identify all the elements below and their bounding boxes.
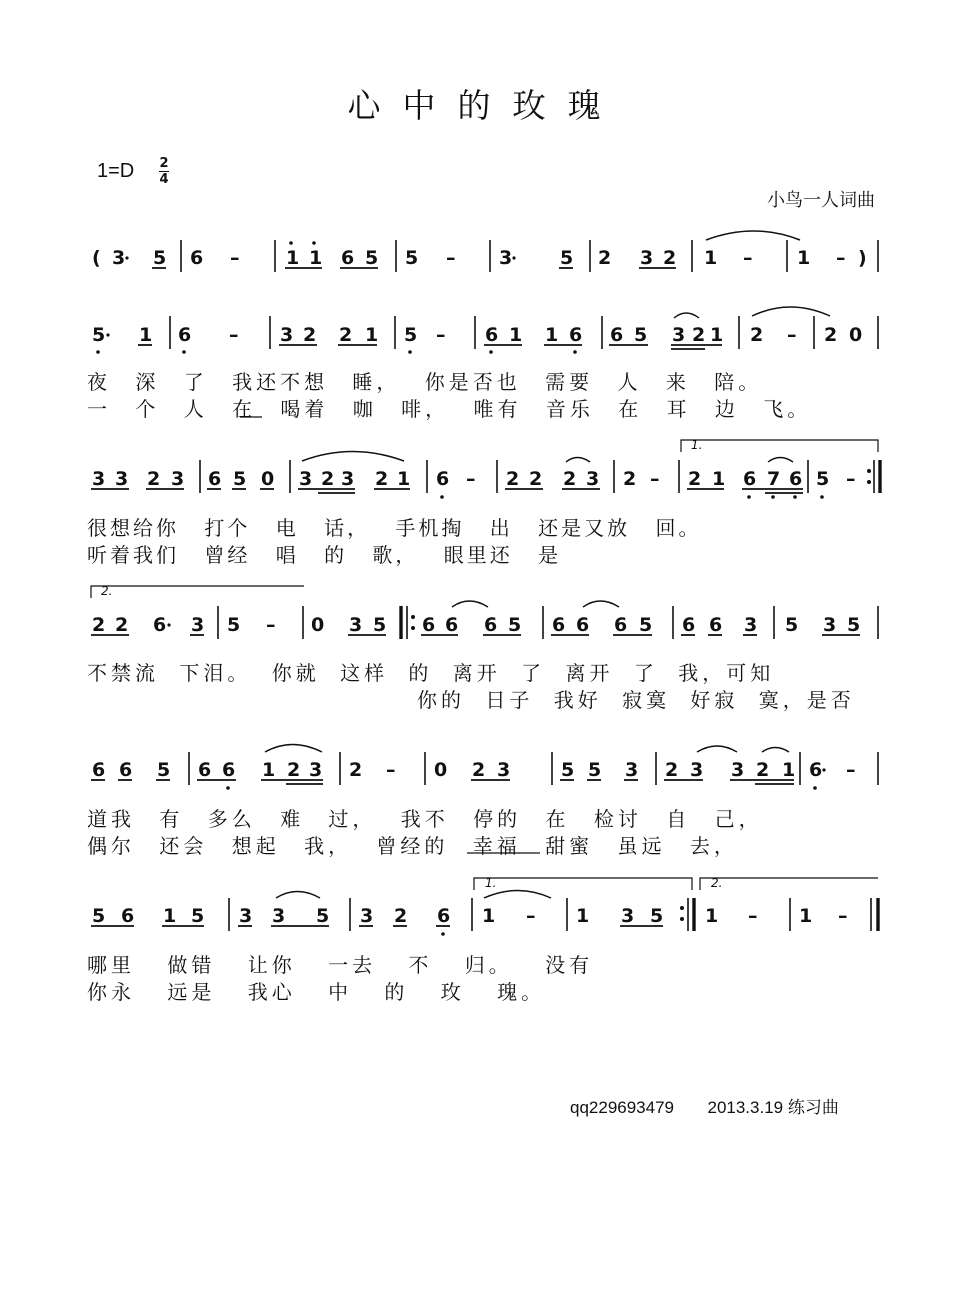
lyrics-row-3-verse-1: 很想给你 打个 电 话， 手机掏 出 还是又放 回。	[87, 516, 702, 540]
svg-text:2: 2	[287, 759, 301, 781]
svg-text:6: 6	[341, 247, 355, 269]
svg-text:5: 5	[847, 614, 861, 636]
svg-text:2: 2	[303, 324, 317, 346]
svg-text:–: –	[748, 905, 758, 927]
svg-text:3: 3	[640, 247, 654, 269]
svg-text:3: 3	[92, 468, 106, 490]
svg-text:3: 3	[690, 759, 704, 781]
svg-text:6: 6	[422, 614, 436, 636]
svg-text:2: 2	[115, 614, 129, 636]
svg-text:6: 6	[153, 614, 167, 636]
lyrics-row-5-verse-2: 偶尔 还会 想起 我， 曾经的 幸福 甜蜜 虽远 去，	[87, 834, 738, 858]
svg-text:2: 2	[563, 468, 577, 490]
lyrics-row-5-verse-1: 道我 有 多么 难 过， 我不 停的 在 检讨 自 己，	[87, 807, 763, 831]
svg-text:6: 6	[437, 905, 451, 927]
svg-text:–: –	[446, 247, 456, 269]
volta-1-label: 1.	[691, 438, 703, 452]
notation-row-4	[91, 584, 878, 639]
footer-qq: qq229693479	[570, 1098, 675, 1117]
svg-text:1: 1	[139, 324, 153, 346]
svg-text:6: 6	[789, 468, 803, 490]
svg-text:1: 1	[397, 468, 411, 490]
svg-text:(: (	[92, 247, 101, 269]
svg-text:3: 3	[299, 468, 313, 490]
svg-text:3: 3	[823, 614, 837, 636]
svg-text:0: 0	[311, 614, 325, 636]
svg-text:–: –	[436, 324, 446, 346]
svg-text:2: 2	[623, 468, 637, 490]
svg-text:3: 3	[586, 468, 600, 490]
svg-text:6: 6	[121, 905, 135, 927]
svg-text:5: 5	[650, 905, 664, 927]
svg-text:–: –	[846, 759, 856, 781]
svg-text:2: 2	[394, 905, 408, 927]
svg-text:–: –	[386, 759, 396, 781]
footer-date: 2013.3.19	[707, 1098, 784, 1117]
svg-text:1: 1	[799, 905, 813, 927]
svg-text:1: 1	[482, 905, 496, 927]
svg-text:–: –	[466, 468, 476, 490]
svg-text:2: 2	[147, 468, 161, 490]
svg-text:6: 6	[743, 468, 757, 490]
svg-text:1: 1	[163, 905, 177, 927]
svg-text:6: 6	[484, 614, 498, 636]
svg-text:3: 3	[239, 905, 253, 927]
svg-text:–: –	[526, 905, 536, 927]
svg-text:2: 2	[663, 247, 677, 269]
lyrics-row-2-verse-2: 一 个 人 在 喝着 咖 啡， 唯有 音乐 在 耳 边 飞。	[87, 397, 812, 421]
svg-text:–: –	[650, 468, 660, 490]
svg-text:5: 5	[153, 247, 167, 269]
svg-text:3: 3	[497, 759, 511, 781]
svg-text:3: 3	[731, 759, 745, 781]
svg-text:5: 5	[157, 759, 171, 781]
svg-text:1: 1	[262, 759, 276, 781]
svg-text:1: 1	[797, 247, 811, 269]
lyrics-row-6-verse-2: 你永 远是 我心 中 的 玫 瑰。	[87, 980, 546, 1004]
svg-text:–: –	[838, 905, 848, 927]
svg-text:6: 6	[614, 614, 628, 636]
svg-text:5: 5	[191, 905, 205, 927]
svg-text:1: 1	[309, 247, 323, 269]
svg-text:5: 5	[639, 614, 653, 636]
svg-text:1: 1	[545, 324, 559, 346]
svg-text:3: 3	[309, 759, 323, 781]
svg-text:1: 1	[576, 905, 590, 927]
svg-text:–: –	[230, 247, 240, 269]
lyrics-row-4-verse-1: 不禁流 下泪。 你就 这样 的 离开 了 离开 了 我，可知	[87, 661, 775, 685]
svg-text:3: 3	[272, 905, 286, 927]
svg-text:–: –	[846, 468, 856, 490]
volta-2-label-final: 2.	[711, 876, 723, 890]
svg-text:2: 2	[472, 759, 486, 781]
svg-text:2: 2	[506, 468, 520, 490]
lyrics-row-4-verse-2: 你的 日子 我好 寂寞 好寂 寞，是否	[417, 688, 855, 712]
svg-text:2: 2	[750, 324, 764, 346]
svg-text:5: 5	[92, 324, 106, 346]
volta-1-label-final: 1.	[485, 876, 497, 890]
svg-text:6: 6	[445, 614, 459, 636]
composer-credit: 小鸟一人词曲	[767, 190, 875, 211]
svg-text:2: 2	[339, 324, 353, 346]
svg-text:5: 5	[634, 324, 648, 346]
svg-text:1: 1	[710, 324, 724, 346]
svg-text:3: 3	[625, 759, 639, 781]
svg-text:6: 6	[569, 324, 583, 346]
svg-text:–: –	[836, 247, 846, 269]
svg-text:6: 6	[119, 759, 133, 781]
svg-text:2: 2	[598, 247, 612, 269]
svg-text:2: 2	[349, 759, 363, 781]
svg-text:5: 5	[316, 905, 330, 927]
svg-text:6: 6	[809, 759, 823, 781]
svg-text:6: 6	[610, 324, 624, 346]
svg-text:2: 2	[692, 324, 706, 346]
svg-text:3: 3	[280, 324, 294, 346]
svg-text:–: –	[229, 324, 239, 346]
svg-text:6: 6	[92, 759, 106, 781]
svg-text:3: 3	[341, 468, 355, 490]
svg-text:): )	[858, 247, 867, 269]
svg-text:2: 2	[92, 614, 106, 636]
svg-text:3: 3	[112, 247, 126, 269]
notation-row-3	[91, 438, 880, 499]
svg-text:–: –	[787, 324, 797, 346]
svg-text:2: 2	[529, 468, 543, 490]
song-title: 心中的玫瑰	[347, 86, 623, 125]
svg-text:5: 5	[404, 324, 418, 346]
svg-text:6: 6	[576, 614, 590, 636]
svg-text:7: 7	[767, 468, 781, 490]
svg-text:3: 3	[191, 614, 205, 636]
svg-text:6: 6	[709, 614, 723, 636]
time-signature-bottom: 4	[159, 172, 169, 187]
svg-text:3: 3	[349, 614, 363, 636]
svg-text:6: 6	[198, 759, 212, 781]
svg-text:5: 5	[560, 247, 574, 269]
svg-text:3: 3	[360, 905, 374, 927]
svg-text:6: 6	[682, 614, 696, 636]
svg-text:0: 0	[261, 468, 275, 490]
svg-text:6: 6	[222, 759, 236, 781]
footer-note: 练习曲	[787, 1098, 839, 1118]
svg-text:5: 5	[508, 614, 522, 636]
svg-text:5: 5	[785, 614, 799, 636]
svg-text:6: 6	[190, 247, 204, 269]
svg-text:6: 6	[485, 324, 499, 346]
notation-row-1	[92, 231, 878, 272]
notation-row-6	[91, 876, 878, 936]
footer-credit	[570, 1093, 839, 1118]
svg-text:2: 2	[688, 468, 702, 490]
svg-text:3: 3	[672, 324, 686, 346]
svg-text:5: 5	[561, 759, 575, 781]
svg-text:5: 5	[233, 468, 247, 490]
svg-text:3: 3	[621, 905, 635, 927]
svg-text:3: 3	[115, 468, 129, 490]
svg-text:5: 5	[365, 247, 379, 269]
svg-text:5: 5	[816, 468, 830, 490]
svg-text:5: 5	[373, 614, 387, 636]
svg-text:3: 3	[499, 247, 513, 269]
svg-text:3: 3	[744, 614, 758, 636]
svg-text:6: 6	[552, 614, 566, 636]
key-signature: 1=D	[97, 160, 135, 182]
svg-text:2: 2	[824, 324, 838, 346]
svg-text:1: 1	[712, 468, 726, 490]
svg-text:6: 6	[208, 468, 222, 490]
svg-text:1: 1	[509, 324, 523, 346]
svg-text:3: 3	[171, 468, 185, 490]
svg-text:1: 1	[704, 247, 718, 269]
lyrics-row-6-verse-1: 哪里 做错 让你 一去 不 归。 没有	[87, 953, 594, 977]
svg-text:5: 5	[92, 905, 106, 927]
svg-text:2: 2	[321, 468, 335, 490]
svg-text:0: 0	[849, 324, 863, 346]
svg-text:5: 5	[588, 759, 602, 781]
notation-row-5	[91, 745, 878, 790]
svg-text:5: 5	[227, 614, 241, 636]
notation-row-2	[92, 307, 878, 354]
svg-text:6: 6	[436, 468, 450, 490]
svg-text:1: 1	[782, 759, 796, 781]
svg-text:1: 1	[705, 905, 719, 927]
time-signature-top: 2	[159, 156, 169, 171]
lyrics-row-2-verse-1: 夜 深 了 我还不想 睡， 你是否也 需要 人 来 陪。	[87, 370, 763, 394]
svg-text:0: 0	[434, 759, 448, 781]
svg-text:1: 1	[286, 247, 300, 269]
svg-text:2: 2	[375, 468, 389, 490]
svg-text:1: 1	[365, 324, 379, 346]
volta-2-label: 2.	[101, 584, 113, 598]
svg-text:2: 2	[756, 759, 770, 781]
svg-text:5: 5	[405, 247, 419, 269]
lyrics-row-3-verse-2: 听着我们 曾经 唱 的 歌， 眼里还 是	[87, 543, 562, 567]
svg-text:–: –	[743, 247, 753, 269]
svg-text:–: –	[266, 614, 276, 636]
svg-text:2: 2	[665, 759, 679, 781]
svg-text:6: 6	[178, 324, 192, 346]
